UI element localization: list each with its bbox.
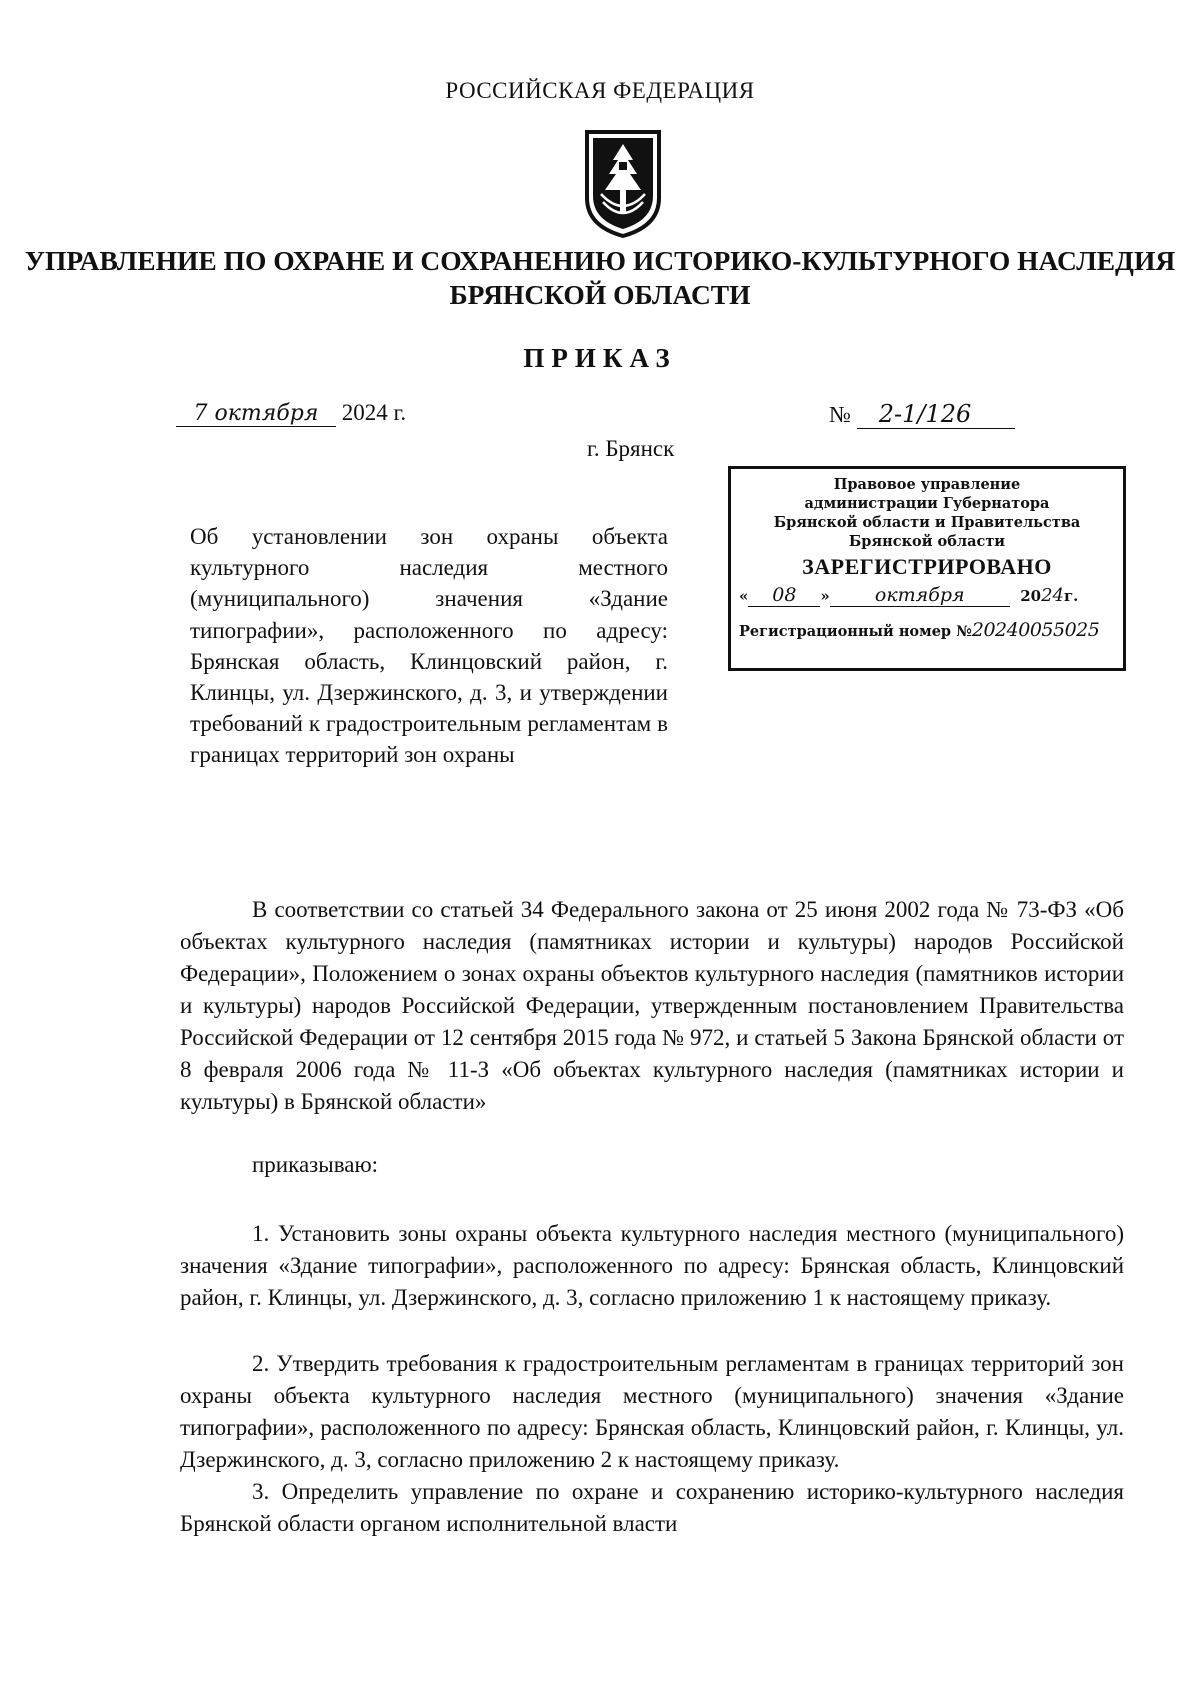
handwritten-date: 7 октября	[176, 401, 336, 427]
stamp-line-3: Брянской области и Правительства	[773, 514, 1081, 531]
order-item-2: 2. Утвердить требования к градостроительным регламентам в границах территорий зон охраны объекта культурного наследия местного (муниципального) значения «Здание типографии», расположенного по адресу: Брянская область, Клинцовский район, г. Клинцы, ул. Дзержинского, д. 3, согласно приложению 2 к настоящему приказу.	[180, 1351, 1124, 1472]
order-year: 2024 г.	[341, 400, 407, 425]
stamp-line-2: администрации Губернатора	[804, 495, 1050, 512]
registration-stamp	[728, 466, 1126, 671]
stamp-year-prefix: 20	[1020, 587, 1042, 605]
federation-header: РОССИЙСКАЯ ФЕДЕРАЦИЯ	[445, 78, 755, 103]
stamp-registered: ЗАРЕГИСТРИРОВАНО	[802, 554, 1052, 579]
order-item-3: 3. Определить управление по охране и сохранению историко-культурного наследия Брянской области органом исполнительной власти	[180, 1479, 1124, 1536]
stamp-day: 08	[748, 584, 820, 607]
order-word: приказываю:	[252, 1152, 379, 1177]
agency-name: УПРАВЛЕНИЕ ПО ОХРАНЕ И СОХРАНЕНИЮ ИСТОРИКО-КУЛЬТУРНОГО НАСЛЕДИЯ БРЯНСКОЙ ОБЛАСТИ	[24, 245, 1176, 310]
stamp-reg-number	[731, 619, 1123, 641]
number-sign: №	[829, 402, 851, 427]
order-subject: Об установлении зон охраны объекта культурного наследия местного (муниципального) значения «Здание типографии», расположенного по адресу: Брянская область, Клинцовский район, г. Клинцы, ул. Дзержинского, д. 3, и утверждении требований к градостроительным регламентам в границах территорий зон охраны	[190, 524, 668, 768]
stamp-year-suffix: 24	[1041, 585, 1064, 606]
city-name: г. Брянск	[587, 436, 675, 461]
order-number	[829, 400, 1015, 429]
stamp-line-4: Брянской области	[848, 533, 1006, 550]
stamp-year-end: г.	[1063, 587, 1079, 605]
bryansk-coat-of-arms-icon	[583, 128, 663, 240]
order-item-1: 1. Установить зоны охраны объекта культурного наследия местного (муниципального) значения «Здание типографии», расположенного по адресу: Брянская область, Клинцовский район, г. Клинцы, ул. Дзержинского, д. 3, согласно приложению 1 к настоящему приказу.	[180, 1221, 1124, 1310]
order-date	[176, 400, 406, 427]
stamp-date: « 08 » октября 2024г.	[739, 584, 1079, 606]
stamp-month: октября	[830, 584, 1010, 607]
stamp-line-1: Правовое управление	[833, 476, 1021, 493]
stamp-reg-label: Регистрационный номер №	[739, 623, 972, 640]
handwritten-number: 2-1/126	[857, 400, 1015, 429]
preamble-paragraph: В соответствии со статьей 34 Федерального закона от 25 июня 2002 года № 73-ФЗ «Об объектах культурного наследия (памятниках истории и культуры) народов Российской Федерации», Положением о зонах охраны объектов культурного наследия (памятников истории и культуры) народов Российской Федерации, утвержденным постановлением Правительства Российской Федерации от 12 сентября 2015 года № 972, и статьей 5 Закона Брянской области от 8 февраля 2006 года № 11-З «Об объектах культурного наследия (памятниках истории и культуры) в Брянской области»	[180, 897, 1124, 1114]
stamp-reg-value: 20240055025	[971, 619, 1100, 641]
document-type-title: ПРИКАЗ	[523, 343, 677, 373]
